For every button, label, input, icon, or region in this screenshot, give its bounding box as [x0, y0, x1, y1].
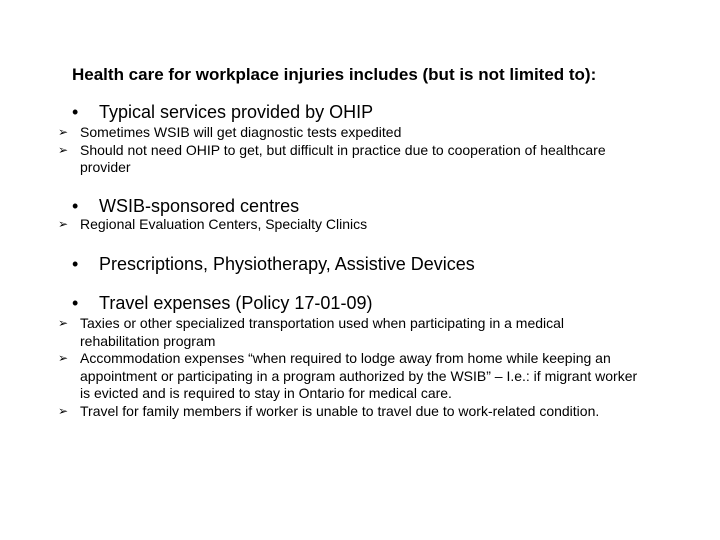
arrow-bullet-icon: ➢: [58, 316, 69, 330]
sub-item: [58, 315, 638, 350]
bullet-dot-icon: •: [72, 254, 79, 274]
sub-item: [58, 216, 638, 234]
arrow-bullet-icon: ➢: [58, 351, 69, 365]
sub-item-text: Travel for family members if worker is unable to travel due to work-related condition.: [80, 402, 600, 419]
arrow-bullet-icon: ➢: [58, 125, 69, 139]
bullet-dot-icon: •: [72, 102, 79, 122]
sub-list: [58, 315, 638, 420]
sub-item-text: Regional Evaluation Centers, Specialty Clinics: [80, 216, 368, 232]
arrow-bullet-icon: ➢: [58, 403, 69, 418]
sub-item-text: Sometimes WSIB will get diagnostic tests expedited: [80, 124, 402, 140]
slide-heading: Health care for workplace injuries includes (but is not limited to):: [72, 65, 597, 84]
sub-item-text: Accommodation expenses “when required to lodge away from home while keeping an appointment or participating in a program authorized by the WSIB” – I.e.: if migrant worker is evicted and is required to stay in Ontario for medical care.: [80, 350, 638, 401]
sub-item-text: Taxies or other specialized transportation used when participating in a medical rehabilitation program: [80, 315, 565, 349]
bullet-text: Travel expenses (Policy 17-01-09): [99, 293, 373, 313]
sub-item: [58, 350, 638, 403]
arrow-bullet-icon: ➢: [58, 217, 69, 231]
sub-list: [58, 124, 638, 177]
bullet-text: Typical services provided by OHIP: [99, 102, 374, 122]
sub-item-text: Should not need OHIP to get, but difficult in practice due to cooperation of healthcare provider: [80, 141, 606, 175]
sub-item: [58, 124, 638, 142]
sub-list: [58, 216, 638, 234]
sub-item: [58, 142, 638, 177]
bullet-text: WSIB-sponsored centres: [99, 196, 300, 216]
bullet-text: Prescriptions, Physiotherapy, Assistive Devices: [99, 254, 475, 274]
bullet-dot-icon: •: [72, 196, 79, 216]
arrow-bullet-icon: ➢: [58, 142, 69, 157]
bullet-dot-icon: •: [72, 293, 79, 313]
sub-item: [58, 403, 638, 421]
